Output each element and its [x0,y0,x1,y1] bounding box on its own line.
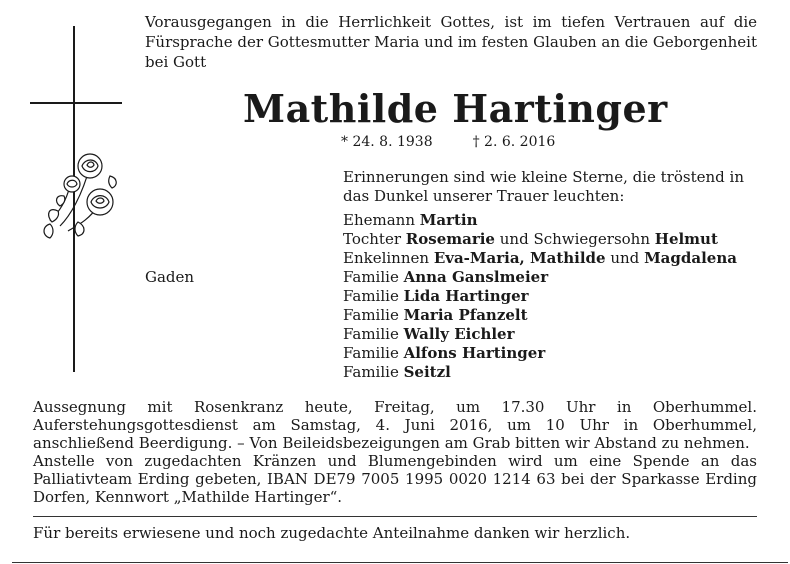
mourner-name: Wally Eichler [403,325,515,343]
birth-date: * 24. 8. 1938 [341,134,433,150]
mourner-name: Martin [419,211,478,229]
mourner-row [343,325,773,344]
mourner-name: Eva-Maria, Mathilde [433,249,606,267]
thanks-text: Für bereits erwiesene und noch zugedachte Anteilnahme danken wir herzlich. [33,524,631,542]
mourner-name: Seitzl [403,363,451,381]
divider-line [33,516,757,517]
mourner-row [343,211,773,230]
mourner-row [343,230,773,249]
mourner-relation: Ehemann [343,211,420,229]
mourner-row [343,249,773,268]
mourner-relation: Familie [343,325,404,343]
mourner-name: Helmut [654,230,718,248]
life-dates [341,133,555,151]
mourners-list [343,211,773,382]
mourner-relation: Familie [343,363,404,381]
mourner-relation: Tochter [343,230,406,248]
mourner-name: Rosemarie [405,230,495,248]
death-date: † 2. 6. 2016 [472,134,556,150]
mourner-relation: Enkelinnen [343,249,434,267]
mourner-row [343,268,773,287]
funeral-notice [33,398,757,506]
donation-request: Anstelle von zugedachten Kränzen und Blumengebinden wird um eine Spende an das Palliativteam Erding gebeten, IBAN DE79 7005 1995 0020 1214 63 bei der Sparkasse Erding Dorfen, Kennwort „Mathilde Hartinger“. [33,452,757,506]
mourner-name: Lida Hartinger [403,287,529,305]
mourner-name: Alfons Hartinger [403,344,546,362]
mourner-name: Magdalena [644,249,737,267]
mourner-row [343,363,773,382]
mourner-relation: und [605,249,645,267]
mourner-name: Anna Ganslmeier [403,268,549,286]
mourner-row [343,344,773,363]
mourner-relation: Familie [343,287,404,305]
funeral-details: Aussegnung mit Rosenkranz heute, Freitag, um 17.30 Uhr in Oberhummel. Auferstehungsgottesdienst am Samstag, 4. Juni 2016, um 10 Uhr in Oberhummel, anschließend Beerdigung. – Von Beileidsbezeigungen am Grab bitten wir Abstand zu nehmen. [33,398,757,452]
mourner-name: Maria Pfanzelt [403,306,528,324]
mourner-row [343,287,773,306]
memorial-quote: Erinnerungen sind wie kleine Sterne, die tröstend in das Dunkel unserer Trauer leuchten: [343,168,744,205]
deceased-name: Mathilde Hartinger [243,86,668,131]
mourner-row [343,306,773,325]
intro-text: Vorausgegangen in die Herrlichkeit Gottes, ist im tiefen Vertrauen auf die Fürsprache der Gottesmutter Maria und im festen Glauben an die Geborgenheit bei Gott [145,13,757,71]
mourner-relation: und Schwiegersohn [494,230,655,248]
cross-with-roses-icon [30,26,122,372]
mourner-relation: Familie [343,306,404,324]
mourner-relation: Familie [343,344,404,362]
place-name: Gaden [145,268,195,286]
mourner-relation: Familie [343,268,404,286]
